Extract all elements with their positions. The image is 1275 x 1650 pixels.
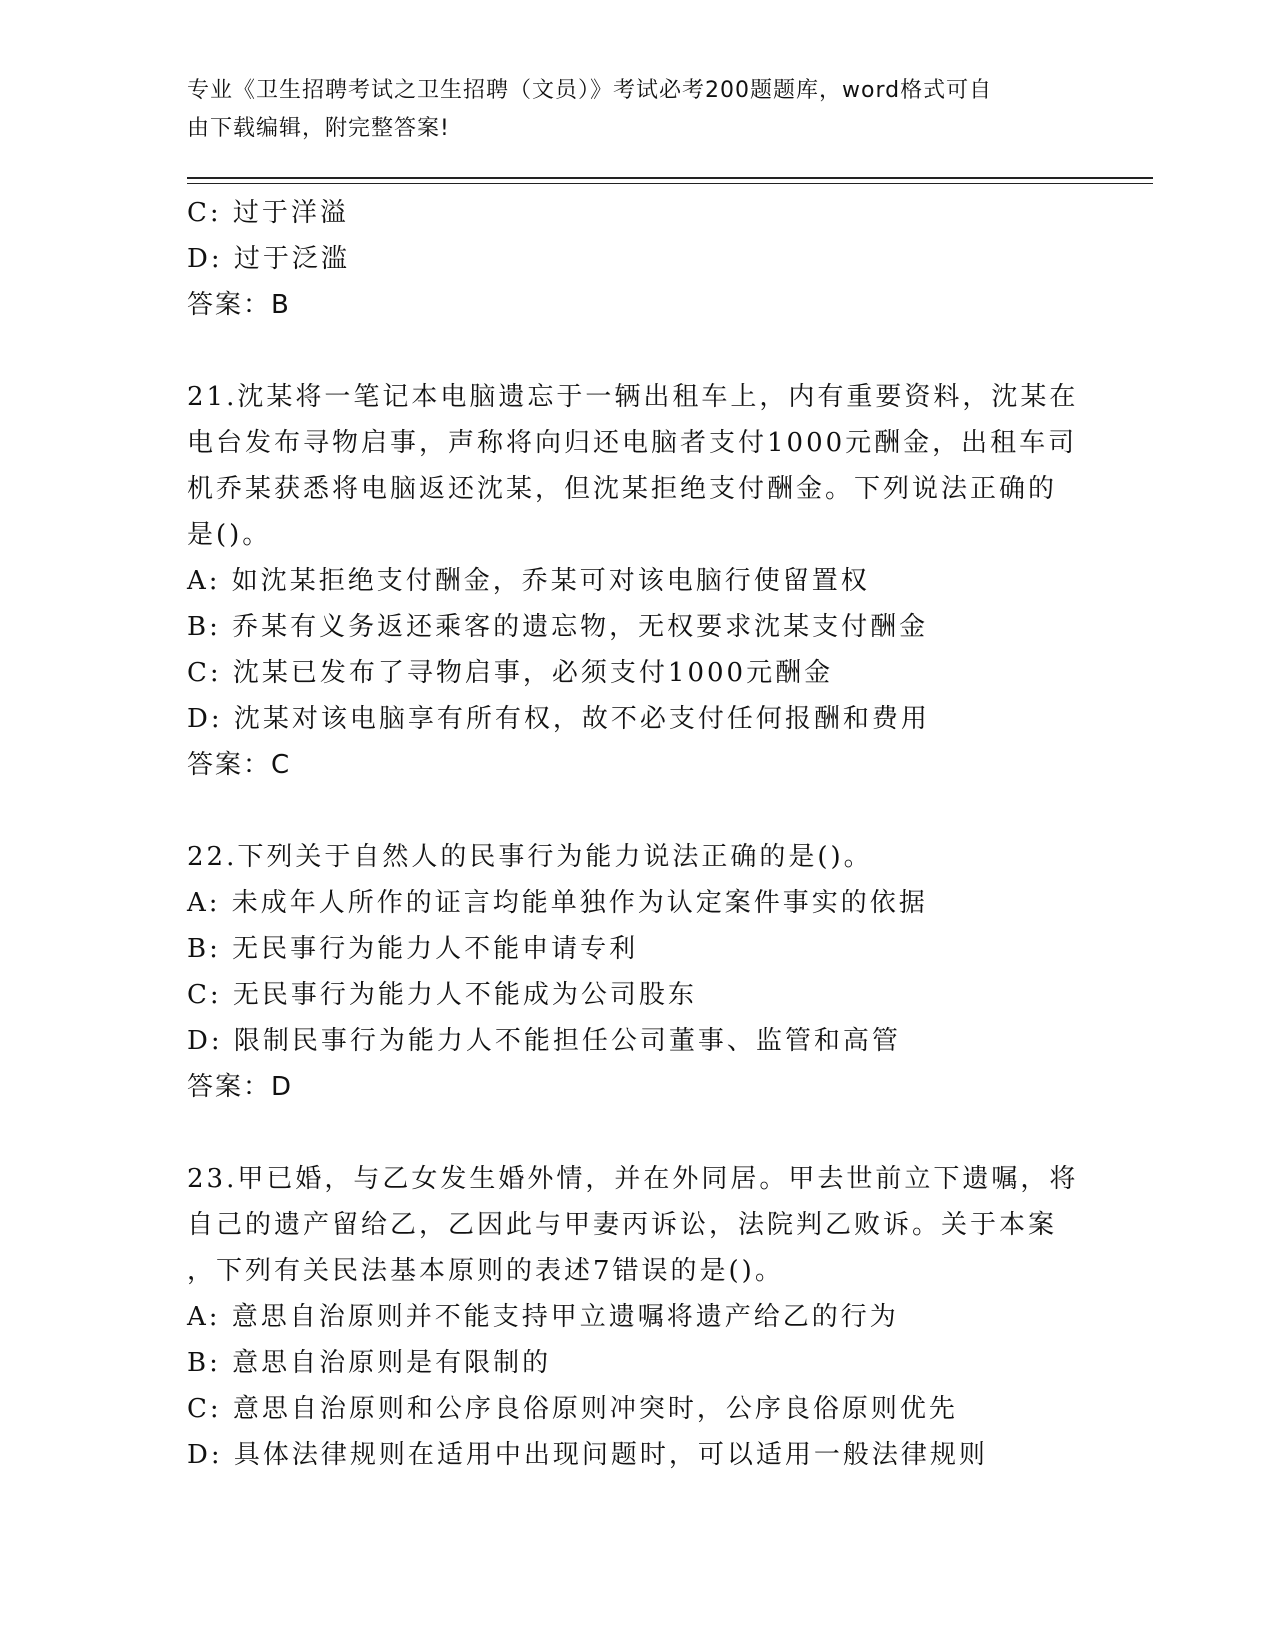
question-22	[187, 834, 1067, 1110]
option-c: C: 无民事行为能力人不能成为公司股东	[187, 980, 697, 1010]
prev-question-block	[187, 190, 1067, 328]
option-c: C: 沈某已发布了寻物启事，必须支付1000元酬金	[187, 658, 834, 688]
option-d: D: 具体法律规则在适用中出现问题时，可以适用一般法律规则	[187, 1440, 988, 1470]
option-c: C: 意思自治原则和公序良俗原则冲突时，公序良俗原则优先	[187, 1394, 958, 1424]
question-text-line: 21.沈某将一笔记本电脑遗忘于一辆出租车上，内有重要资料，沈某在	[187, 382, 1079, 412]
spacer	[187, 788, 1067, 834]
header-divider-thick	[187, 177, 1153, 179]
answer-line: 答案：D	[187, 1072, 294, 1102]
option-d: D: 限制民事行为能力人不能担任公司董事、监管和高管	[187, 1026, 901, 1056]
document-header	[187, 72, 1087, 148]
header-line-2: 由下载编辑，附完整答案!	[187, 116, 450, 141]
option-a: A: 未成年人所作的证言均能单独作为认定案件事实的依据	[187, 888, 928, 918]
question-text-line: 机乔某获悉将电脑返还沈某，但沈某拒绝支付酬金。下列说法正确的	[187, 474, 1058, 504]
answer-line: 答案：B	[187, 290, 291, 320]
option-b: B: 意思自治原则是有限制的	[187, 1348, 552, 1378]
question-text-line: 23.甲已婚，与乙女发生婚外情，并在外同居。甲去世前立下遗嘱，将	[187, 1164, 1079, 1194]
question-text-line: 电台发布寻物启事，声称将向归还电脑者支付1000元酬金，出租车司	[187, 428, 1078, 458]
question-23	[187, 1156, 1079, 1478]
answer-line: 答案：C	[187, 750, 292, 780]
option-c: C: 过于洋溢	[187, 198, 349, 228]
option-a: A: 如沈某拒绝支付酬金，乔某可对该电脑行使留置权	[187, 566, 870, 596]
option-d: D: 沈某对该电脑享有所有权，故不必支付任何报酬和费用	[187, 704, 930, 734]
option-b: B: 无民事行为能力人不能申请专利	[187, 934, 639, 964]
question-text-line: 22.下列关于自然人的民事行为能力说法正确的是()。	[187, 842, 873, 872]
question-text-line: 自己的遗产留给乙，乙因此与甲妻丙诉讼，法院判乙败诉。关于本案	[187, 1210, 1058, 1240]
option-d: D: 过于泛滥	[187, 244, 350, 274]
option-b: B: 乔某有义务返还乘客的遗忘物，无权要求沈某支付酬金	[187, 612, 929, 642]
question-21	[187, 374, 1079, 788]
question-content	[187, 190, 1079, 1478]
header-line-1: 专业《卫生招聘考试之卫生招聘（文员）》考试必考200题题库，word格式可自	[187, 78, 993, 103]
question-text-line: ，下列有关民法基本原则的表述7错误的是()。	[187, 1256, 784, 1286]
spacer	[187, 328, 1067, 374]
header-divider-thin	[187, 183, 1153, 184]
question-text-line: 是()。	[187, 520, 272, 550]
option-a: A: 意思自治原则并不能支持甲立遗嘱将遗产给乙的行为	[187, 1302, 899, 1332]
spacer	[187, 1110, 1067, 1156]
